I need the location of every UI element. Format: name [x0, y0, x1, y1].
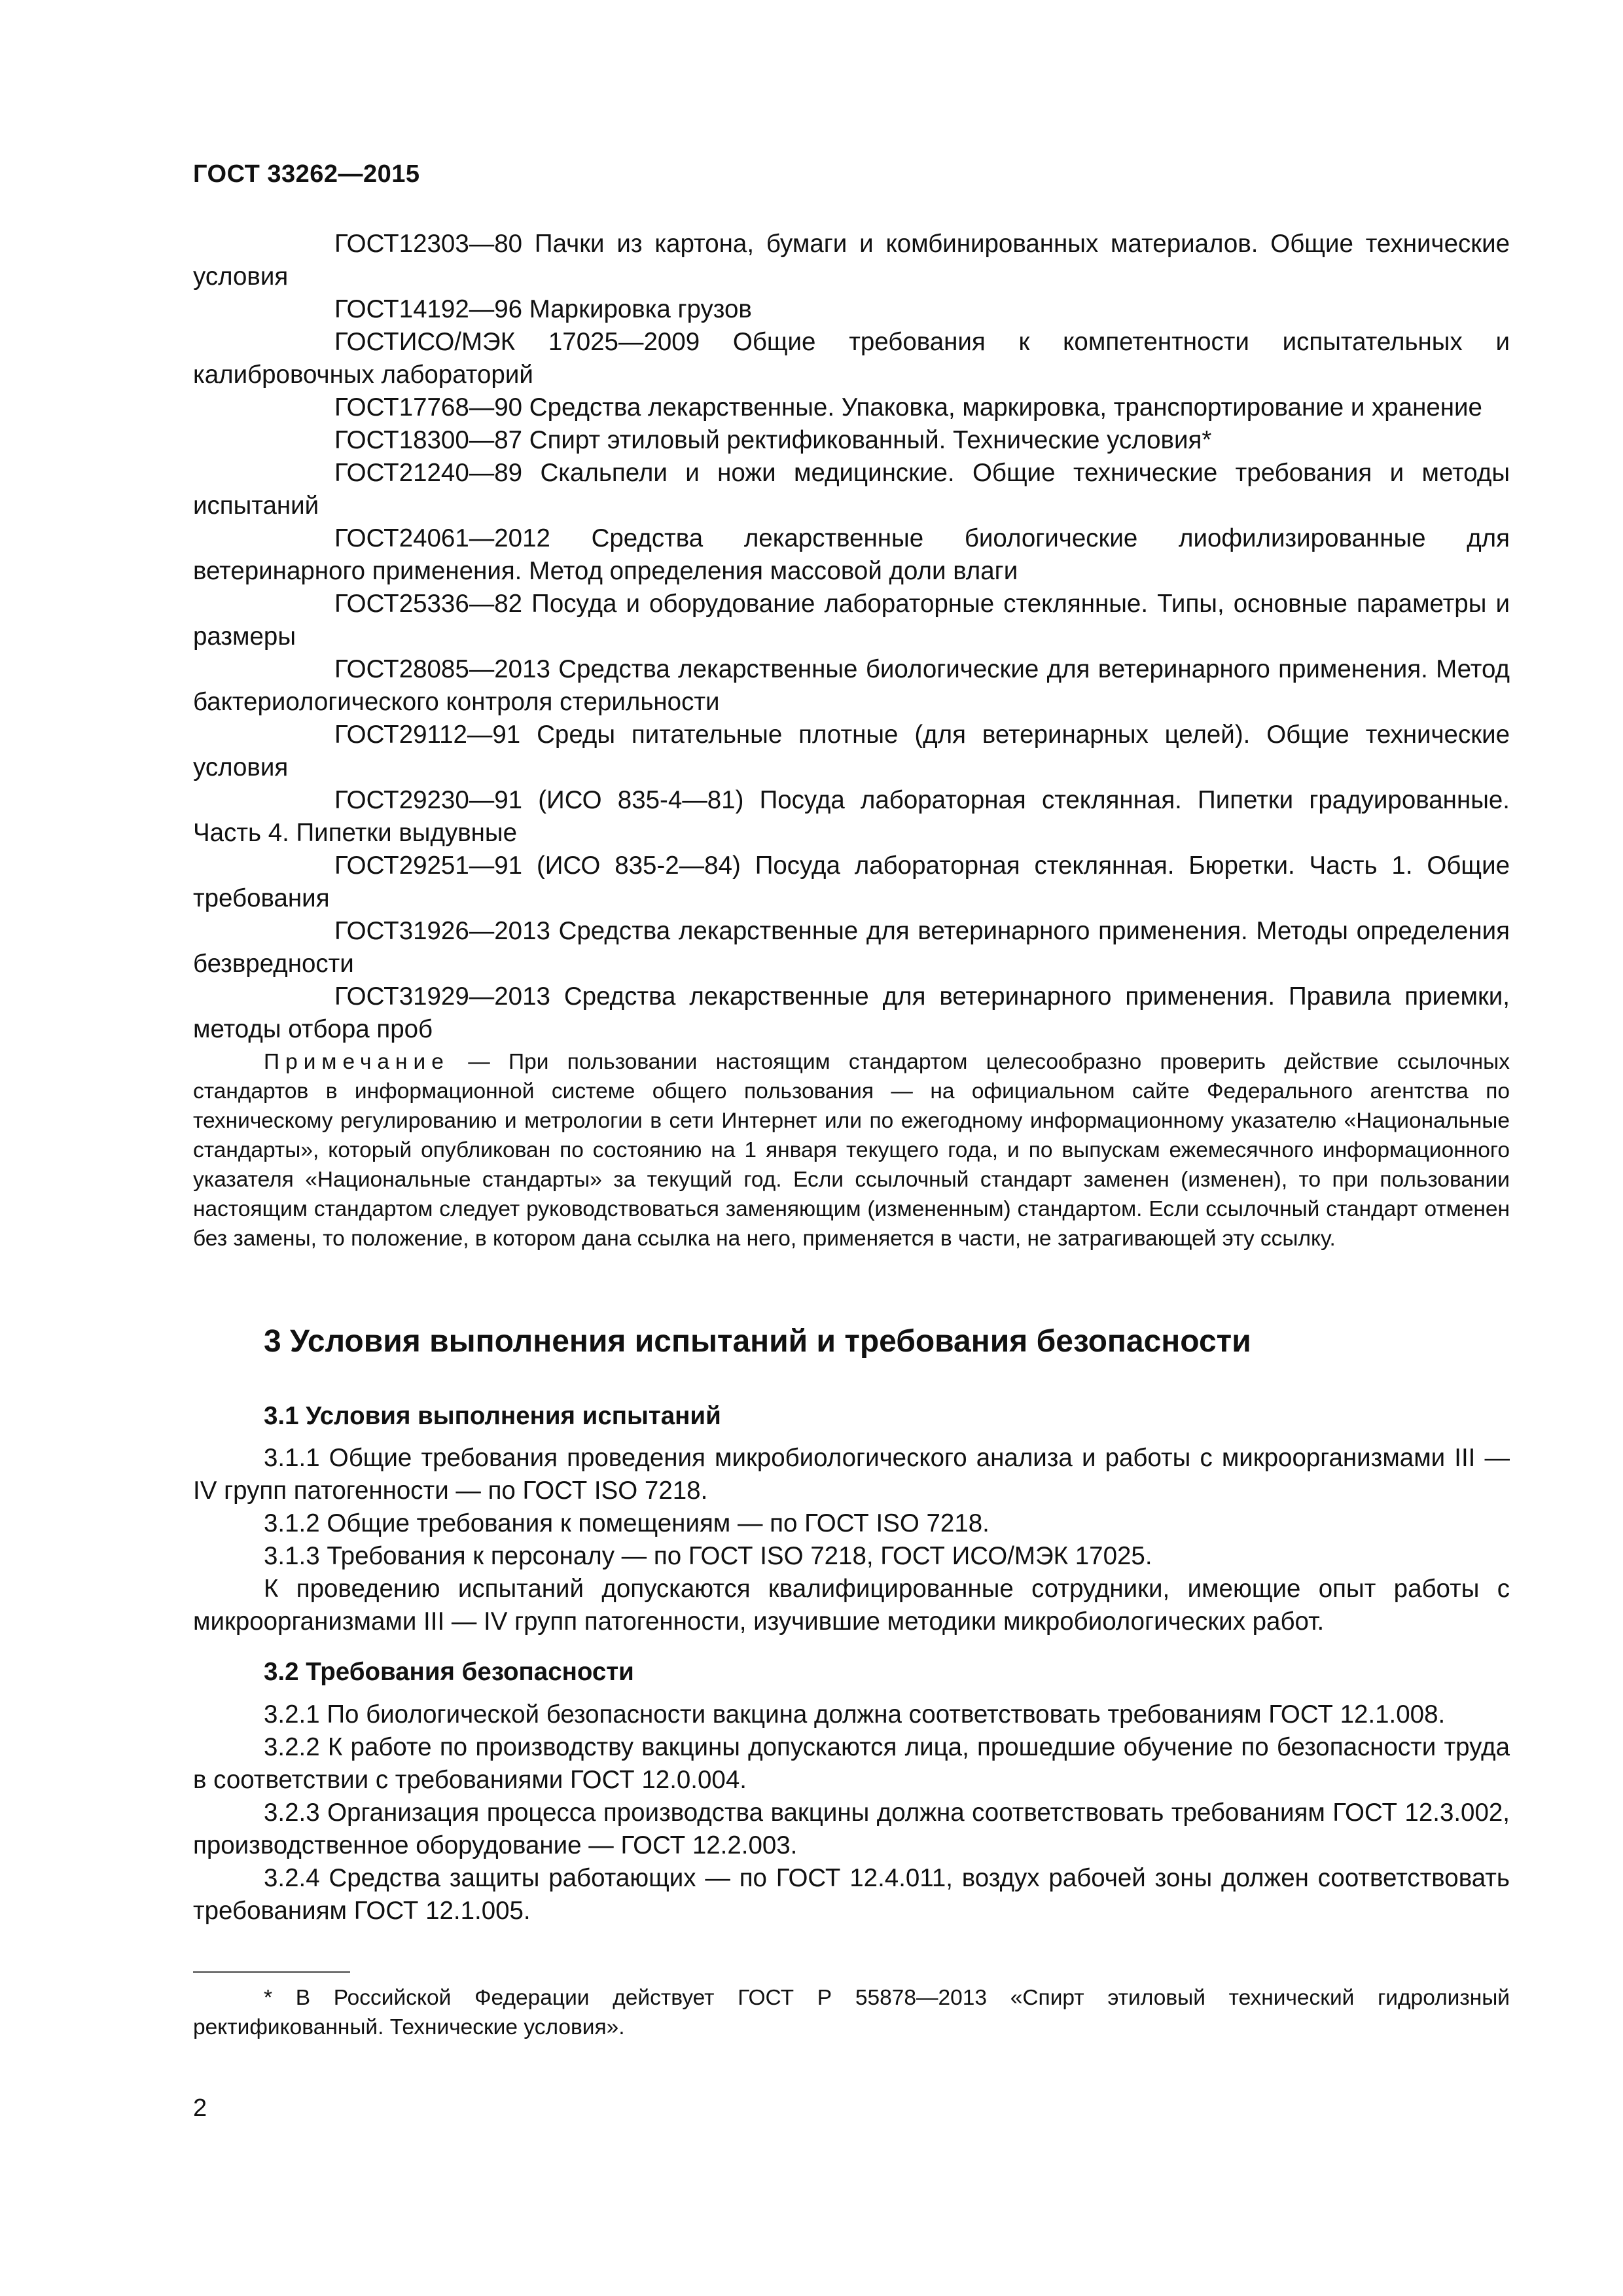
page-number: 2 — [193, 2094, 207, 2122]
reference-text: 28085—2013 Средства лекарственные биологические для ветеринарного применения. Метод бактериологического контроля стерильности — [193, 655, 1510, 716]
reference-code: ГОСТ — [334, 426, 399, 454]
reference-code: ГОСТ — [334, 852, 399, 880]
reference-code: ГОСТ — [334, 295, 399, 323]
note-label: Примечание — [264, 1050, 450, 1074]
footnote-separator — [193, 1971, 350, 1973]
reference-text: 12303—80 Пачки из картона, бумаги и комбинированных материалов. Общие технические условия — [193, 230, 1510, 291]
reference-text: 29251—91 (ИСО 835-2—84) Посуда лабораторная стеклянная. Бюретки. Часть 1. Общие требования — [193, 852, 1510, 912]
reference-text: 18300—87 Спирт этиловый ректификованный. Технические условия* — [399, 426, 1212, 454]
reference-item — [193, 457, 1510, 522]
footnote: * В Российской Федерации действует ГОСТ Р 55878—2013 «Спирт этиловый технический гидролизный ректификованный. Технические условия». — [193, 1986, 1510, 2039]
reference-text: 21240—89 Скальпели и ножи медицинские. Общие технические требования и методы испытаний — [193, 459, 1510, 520]
reference-code: ГОСТ — [334, 786, 399, 814]
reference-code: ГОСТ — [334, 230, 399, 258]
normative-references-list — [193, 228, 1510, 1046]
reference-text: 31926—2013 Средства лекарственные для ветеринарного применения. Методы определения безвредности — [193, 917, 1510, 978]
references-note — [193, 1047, 1510, 1253]
paragraph: К проведению испытаний допускаются квалифицированные сотрудники, имеющие опыт работы с микроорганизмами III — IV групп патогенности, изучившие методики микробиологических работ. — [193, 1575, 1510, 1636]
paragraph: 3.1.1 Общие требования проведения микробиологического анализа и работы с микроорганизмами III — IV групп патогенности — по ГОСТ ISO 7218. — [193, 1444, 1510, 1505]
reference-item — [193, 228, 1510, 293]
reference-code: ГОСТ — [334, 721, 399, 749]
subsection-3-1-body — [193, 1442, 1510, 1638]
reference-text: 17768—90 Средства лекарственные. Упаковка, маркировка, транспортирование и хранение — [399, 393, 1482, 422]
reference-code: ГОСТ — [334, 459, 399, 487]
reference-item — [193, 424, 1510, 457]
reference-text: 14192—96 Маркировка грузов — [399, 295, 752, 323]
document-header: ГОСТ 33262—2015 — [193, 160, 420, 188]
subsection-3-2-title: 3.2 Требования безопасности — [264, 1658, 634, 1686]
reference-code: ГОСТ — [334, 590, 399, 618]
reference-text: 25336—82 Посуда и оборудование лабораторные стеклянные. Типы, основные параметры и размеры — [193, 590, 1510, 651]
reference-code: ГОСТ — [334, 655, 399, 683]
reference-code: ГОСТ — [334, 524, 399, 552]
reference-item — [193, 293, 1510, 326]
subsection-3-1-title: 3.1 Условия выполнения испытаний — [264, 1402, 721, 1430]
reference-item — [193, 391, 1510, 424]
section-3-title: 3 Условия выполнения испытаний и требования безопасности — [264, 1324, 1251, 1359]
reference-item — [193, 784, 1510, 850]
reference-text: 29230—91 (ИСО 835-4—81) Посуда лабораторная стеклянная. Пипетки градуированные. Часть 4. Пипетки выдувные — [193, 786, 1510, 847]
reference-code: ГОСТ — [334, 982, 399, 1011]
reference-item — [193, 653, 1510, 719]
reference-code: ГОСТ — [334, 328, 399, 356]
paragraph: 3.2.2 К работе по производству вакцины допускаются лица, прошедшие обучение по безопасности труда в соответствии с требованиями ГОСТ 12.0.004. — [193, 1733, 1510, 1794]
reference-item — [193, 522, 1510, 588]
paragraph: 3.2.4 Средства защиты работающих — по ГОСТ 12.4.011, воздух рабочей зоны должен соответствовать требованиям ГОСТ 12.1.005. — [193, 1864, 1510, 1925]
reference-text: 24061—2012 Средства лекарственные биологические лиофилизированные для ветеринарного применения. Метод определения массовой доли влаги — [193, 524, 1510, 585]
reference-item — [193, 850, 1510, 915]
paragraph: 3.1.3 Требования к персоналу — по ГОСТ ISO 7218, ГОСТ ИСО/МЭК 17025. — [264, 1542, 1152, 1570]
paragraph: 3.2.3 Организация процесса производства вакцины должна соответствовать требованиям ГОСТ 12.3.002, производственное оборудование — ГОСТ 12.2.003. — [193, 1799, 1510, 1859]
reference-item — [193, 915, 1510, 980]
reference-text: 29112—91 Среды питательные плотные (для ветеринарных целей). Общие технические условия — [193, 721, 1510, 781]
paragraph: 3.2.1 По биологической безопасности вакцина должна соответствовать требованиям ГОСТ 12.1.008. — [264, 1700, 1446, 1729]
reference-item — [193, 588, 1510, 653]
subsection-3-2-body — [193, 1698, 1510, 1928]
reference-item — [193, 326, 1510, 391]
paragraph: 3.1.2 Общие требования к помещениям — по ГОСТ ISO 7218. — [264, 1509, 990, 1537]
reference-item — [193, 980, 1510, 1046]
reference-text: 31929—2013 Средства лекарственные для ветеринарного применения. Правила приемки, методы отбора проб — [193, 982, 1510, 1043]
note-text: — При пользовании настоящим стандартом целесообразно проверить действие ссылочных стандартов в информационной системе общего пользования — на официальном сайте Федерального агентства по техническому регулированию и метрологии в сети Интернет или по ежегодному информационному указателю «Национальные стандарты», который опубликован по состоянию на 1 января текущего года, и по выпускам ежемесячного информационного указателя «Национальные стандарты» за текущий год. Если ссылочный стандарт заменен (изменен), то при пользовании настоящим стандартом следует руководствоваться заменяющим (измененным) стандартом. Если ссылочный стандарт отменен без замены, то положение, в котором дана ссылка на него, применяется в части, не затрагивающей эту ссылку. — [193, 1050, 1510, 1251]
reference-code: ГОСТ — [334, 917, 399, 945]
reference-text: ИСО/МЭК 17025—2009 Общие требования к компетентности испытательных и калибровочных лабораторий — [193, 328, 1510, 389]
reference-code: ГОСТ — [334, 393, 399, 422]
reference-item — [193, 719, 1510, 784]
